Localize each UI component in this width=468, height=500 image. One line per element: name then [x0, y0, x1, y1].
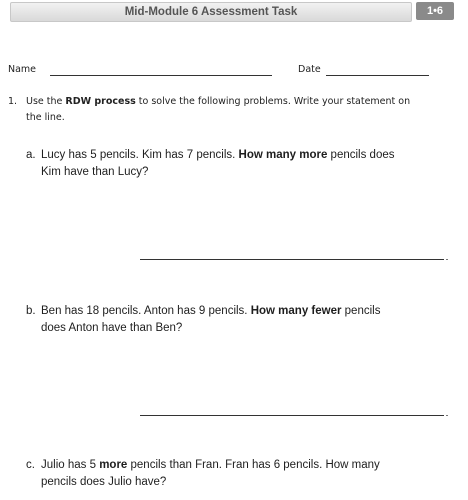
instruction-text-line2: the line. [26, 112, 65, 123]
problem-letter: c. [26, 459, 35, 471]
page-header [10, 2, 462, 20]
problem-text: Ben has 18 pencils. Anton has 9 pencils. [41, 305, 251, 317]
assessment-title: Mid-Module 6 Assessment Task [10, 2, 412, 22]
answer-line-b[interactable] [140, 415, 444, 416]
instruction-bold: RDW process [65, 96, 136, 107]
problem-line2: pencils does Julio have? [41, 476, 167, 488]
name-label: Name [8, 64, 37, 75]
problem-bold: How many more [238, 149, 328, 161]
instruction-text-part1: Use the [26, 96, 66, 107]
problem-text: Lucy has 5 pencils. Kim has 7 pencils. [41, 149, 239, 161]
answer-line-a[interactable] [140, 259, 444, 260]
problem-text-cont: pencils [341, 305, 381, 317]
name-date-row [8, 64, 460, 80]
instruction-text [26, 94, 436, 126]
date-field-line[interactable] [326, 75, 429, 76]
problem-a [26, 147, 436, 181]
date-label: Date [298, 64, 321, 75]
problem-line2: does Anton have than Ben? [41, 322, 183, 334]
problem-line2: Kim have than Lucy? [41, 166, 149, 178]
problem-b [26, 303, 436, 337]
problem-letter: b. [26, 305, 36, 317]
problem-text-cont: pencils than Fran. Fran has 6 pencils. How many [127, 459, 380, 471]
name-field-line[interactable] [50, 75, 272, 76]
problem-bold: How many fewer [250, 305, 342, 317]
problem-bold: more [99, 459, 128, 471]
problem-text: Julio has 5 [41, 459, 100, 471]
question-number: 1. [8, 96, 18, 107]
problem-letter: a. [26, 149, 36, 161]
problem-c [26, 457, 436, 491]
grade-module-badge: 1•6 [416, 2, 454, 20]
problem-text-cont: pencils does [327, 149, 395, 161]
instruction-text-part2: to solve the following problems. Write your statement on [135, 96, 411, 107]
